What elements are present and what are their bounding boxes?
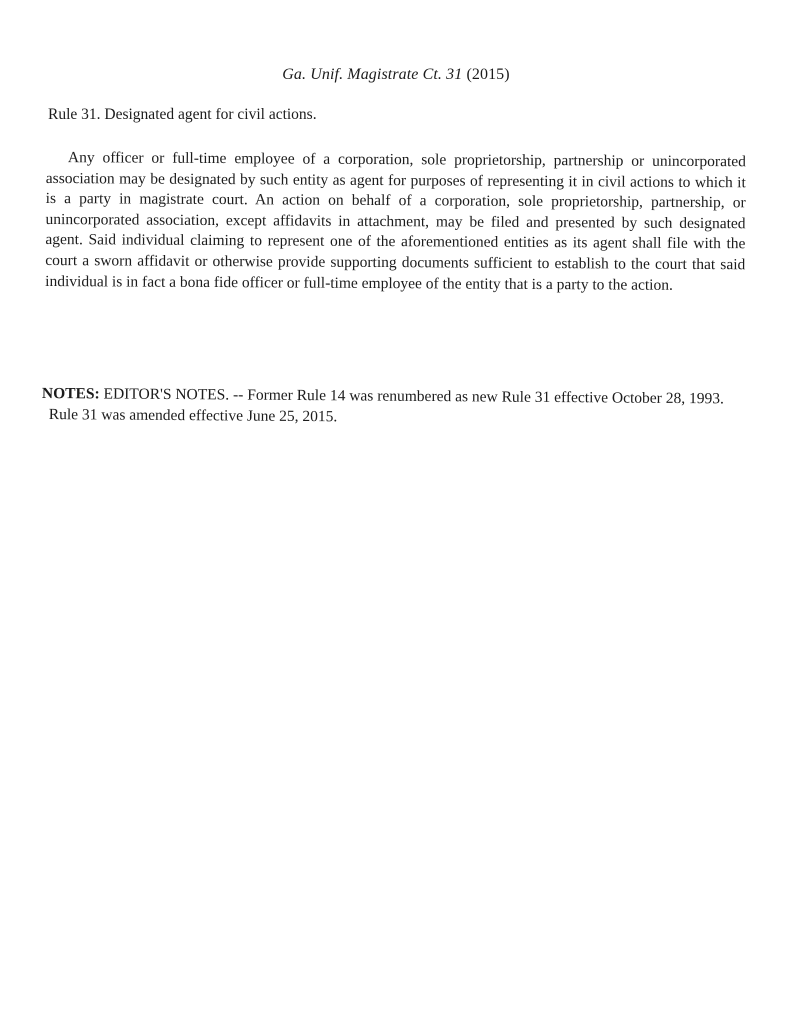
notes-section <box>42 385 742 429</box>
rule-body: Any officer or full-time employee of a corporation, sole proprietorship, partnership or unincorporated association may be designated by such entity as agent for purposes of representing it in civil actions to which it is a party in magistrate court. An action on behalf of a corporation, sole proprietorship, partnership, or unincorporated association, except affidavits in attachment, may be filed and presented by such designated agent. Said individual claiming to represent one of the aforementioned entities as its agent shall file with the court a sworn affidavit or otherwise provide supporting documents sufficient to establish to the court that said individual is in fact a bona fide officer or full-time employee of the entity that is a party to the action. <box>45 149 746 294</box>
notes-label: NOTES: <box>41 385 100 403</box>
rule-title: Rule 31. Designated agent for civil actions. <box>48 106 317 123</box>
editors-note: EDITOR'S NOTES. -- Former Rule 14 was renumbered as new Rule 31 effective October 28, 1993. <box>103 385 724 408</box>
citation-year: (2015) <box>466 66 510 83</box>
citation-header <box>0 66 792 84</box>
amendment-note: Rule 31 was amended effective June 25, 2015. <box>48 406 338 426</box>
citation-title: Ga. Unif. Magistrate Ct. 31 <box>282 66 463 83</box>
